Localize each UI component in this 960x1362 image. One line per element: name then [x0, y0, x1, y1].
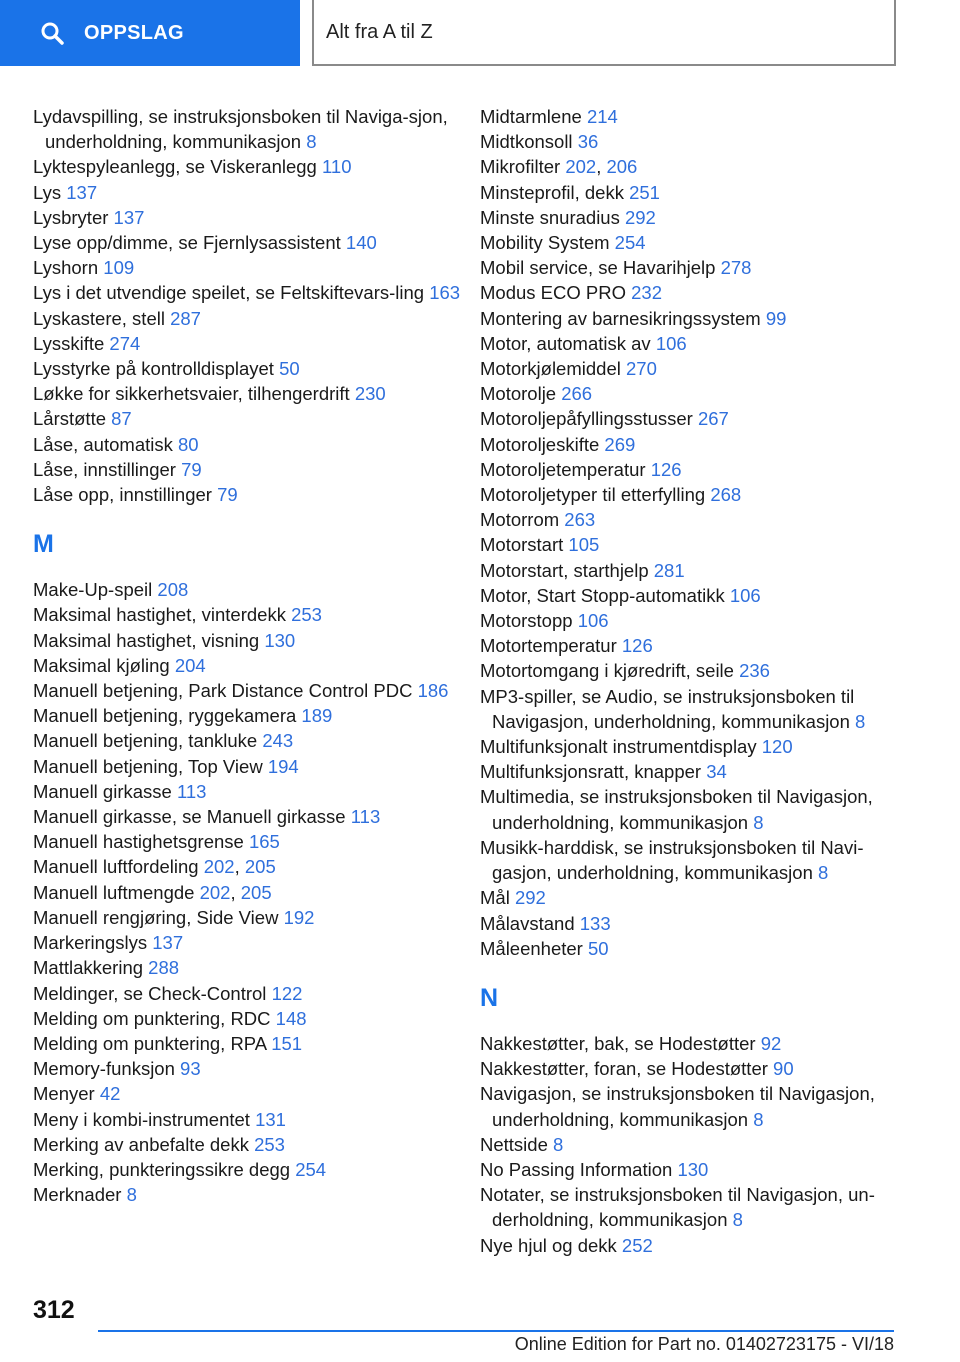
- index-entry: [33, 331, 463, 356]
- index-entry: [480, 180, 900, 205]
- entry-text: MP3-spiller, se Audio, se instruksjonsboken til Navigasjon, underholdning, kommunikasjon: [480, 685, 855, 732]
- index-entry: [33, 1081, 463, 1106]
- page-link[interactable]: 269: [604, 433, 636, 455]
- index-entry: [33, 457, 463, 482]
- page-link[interactable]: 126: [621, 635, 653, 657]
- page-link[interactable]: 202: [199, 881, 231, 903]
- page-link[interactable]: 137: [152, 932, 184, 954]
- index-entry: [33, 754, 463, 779]
- index-entry: [480, 633, 900, 658]
- page-link[interactable]: 292: [514, 887, 546, 909]
- entry-text: Make-Up-speil: [33, 579, 153, 601]
- entry-text: Mikrofilter: [480, 156, 561, 178]
- index-entry: [480, 558, 900, 583]
- entry-text: Nakkestøtter, foran, se Hodestøtter: [480, 1058, 768, 1080]
- page-link[interactable]: 186: [417, 680, 449, 702]
- index-entry: [33, 728, 463, 753]
- page-link[interactable]: 50: [587, 937, 609, 959]
- index-entry: Mikrofilter 202, 206: [480, 156, 638, 178]
- index-entry: [480, 1182, 900, 1232]
- page-link[interactable]: 122: [271, 982, 303, 1004]
- page-link[interactable]: 90: [773, 1058, 794, 1080]
- page-link[interactable]: 208: [157, 579, 189, 601]
- index-entry: [33, 653, 463, 678]
- page-link[interactable]: 137: [113, 206, 145, 228]
- index-entry: [33, 829, 463, 854]
- entry-text: Lyse opp/dimme, se Fjernlysassistent: [33, 232, 341, 254]
- page-link[interactable]: 194: [267, 755, 299, 777]
- entry-text: Manuell girkasse, se Manuell girkasse: [33, 806, 346, 828]
- page-link[interactable]: 8: [818, 862, 829, 884]
- entry-text: Motor, automatisk av: [480, 332, 651, 354]
- index-entry: [480, 936, 900, 961]
- entry-text: Midtarmlene: [480, 106, 582, 127]
- page-link[interactable]: 110: [322, 156, 352, 178]
- page-link[interactable]: 267: [697, 408, 729, 430]
- page-link[interactable]: 202: [203, 856, 235, 878]
- index-entry: Manuell luftfordeling 202, 205: [33, 856, 276, 878]
- entry-text: Motoroljepåfyllingsstusser: [480, 408, 693, 430]
- entry-text: Montering av barnesikringssystem: [480, 307, 761, 329]
- index-entry: [33, 381, 463, 406]
- index-entry: Manuell luftmengde 202, 205: [33, 881, 272, 903]
- page-link[interactable]: 50: [279, 358, 300, 380]
- index-entry: [480, 230, 900, 255]
- index-entry: [33, 356, 463, 381]
- page-link[interactable]: 133: [579, 912, 611, 934]
- index-entry: [480, 835, 900, 885]
- page-link[interactable]: 8: [553, 1133, 564, 1155]
- index-column-left: [33, 104, 463, 1207]
- index-entry: [33, 779, 463, 804]
- entry-text: Maksimal kjøling: [33, 654, 170, 676]
- page-link[interactable]: 263: [564, 509, 596, 531]
- entry-text: Manuell rengjøring, Side View: [33, 906, 279, 928]
- entry-text: Manuell betjening, tankluke: [33, 730, 258, 752]
- entry-text: Multifunksjonalt instrumentdisplay: [480, 736, 757, 758]
- page-link[interactable]: 253: [291, 604, 322, 626]
- page-link[interactable]: 202: [565, 156, 597, 178]
- entry-text: Nye hjul og dekk: [480, 1234, 617, 1256]
- index-entry: [33, 1006, 463, 1031]
- index-entry: [33, 205, 463, 230]
- entry-text: Motoroljetyper til etterfylling: [480, 484, 706, 506]
- page-link[interactable]: 206: [606, 156, 638, 178]
- entry-text: Motorolje: [480, 383, 557, 405]
- page-link[interactable]: 287: [170, 307, 201, 329]
- page-link[interactable]: 254: [295, 1158, 327, 1180]
- section-title: [312, 0, 896, 66]
- page-link[interactable]: 8: [753, 811, 764, 833]
- entry-text: Motorrom: [480, 509, 560, 531]
- page-link[interactable]: 189: [301, 705, 333, 727]
- page-link[interactable]: 34: [706, 761, 727, 783]
- entry-text: Manuell luftmengde: [33, 881, 195, 903]
- page-link[interactable]: 232: [631, 282, 663, 304]
- index-entry: [480, 507, 900, 532]
- index-entry: [480, 432, 900, 457]
- index-entry: [480, 583, 900, 608]
- entry-text: Menyer: [33, 1083, 95, 1105]
- page-link[interactable]: 243: [262, 730, 294, 752]
- page-link[interactable]: 99: [765, 307, 787, 329]
- page-link[interactable]: 106: [577, 610, 609, 632]
- entry-text: Manuell hastighetsgrense: [33, 831, 244, 853]
- index-entry: [480, 129, 900, 154]
- entry-text: Lysstyrke på kontrolldisplayet: [33, 358, 274, 380]
- entry-text: Maksimal hastighet, visning: [33, 629, 260, 651]
- entry-text: Multifunksjonsratt, knapper: [480, 761, 702, 783]
- page-link[interactable]: 113: [176, 780, 207, 802]
- entry-text: No Passing Information: [480, 1158, 673, 1180]
- page-link[interactable]: 93: [180, 1058, 201, 1080]
- page-link[interactable]: 106: [729, 584, 761, 606]
- page-link[interactable]: 130: [677, 1158, 709, 1180]
- entry-text: Midtkonsoll: [480, 131, 573, 153]
- entry-text: Lys: [33, 181, 62, 203]
- entry-text: Melding om punktering, RPA: [33, 1032, 267, 1054]
- entry-text: Motorstart: [480, 534, 564, 556]
- index-entry: [480, 1081, 900, 1131]
- entry-text: Motorstopp: [480, 610, 573, 632]
- page-link[interactable]: 214: [586, 106, 618, 127]
- entry-text: Motorkjølemiddel: [480, 358, 621, 380]
- index-entry: [480, 1056, 900, 1081]
- index-entry: [33, 577, 463, 602]
- entry-text: Melding om punktering, RDC: [33, 1007, 271, 1029]
- index-entry: [480, 205, 900, 230]
- footer-divider: [98, 1330, 894, 1332]
- index-column-right: [480, 104, 900, 1258]
- index-entry: [480, 911, 900, 936]
- index-entry: [33, 981, 463, 1006]
- index-entry: [33, 703, 463, 728]
- tab-label: OPPSLAG: [84, 21, 184, 44]
- index-entry: [33, 602, 463, 627]
- index-entry: [33, 1182, 463, 1207]
- entry-text: Motoroljeskifte: [480, 433, 600, 455]
- header: [0, 0, 960, 66]
- entry-text: Motoroljetemperatur: [480, 458, 646, 480]
- index-entry: [33, 230, 463, 255]
- page-link[interactable]: 36: [577, 131, 599, 153]
- entry-text: Mattlakkering: [33, 957, 144, 979]
- index-entry: [33, 1107, 463, 1132]
- entry-text: Meny i kombi-instrumentet: [33, 1108, 250, 1130]
- entry-text: Lys i det utvendige speilet, se Feltskiftevars-ling: [33, 282, 425, 304]
- entry-text: Markeringslys: [33, 932, 148, 954]
- section-letter: N: [480, 983, 499, 1012]
- index-entry: [33, 1031, 463, 1056]
- entry-text: Manuell betjening, ryggekamera: [33, 705, 297, 727]
- index-entry: [33, 905, 463, 930]
- entry-text: Motortomgang i kjøredrift, seile: [480, 660, 734, 682]
- index-entry: [480, 734, 900, 759]
- index-entry: [33, 432, 463, 457]
- page-link[interactable]: 274: [109, 332, 141, 354]
- index-entry: [480, 684, 900, 734]
- entry-text: Manuell girkasse: [33, 780, 172, 802]
- page-link[interactable]: 288: [148, 957, 180, 979]
- index-entry: [33, 306, 463, 331]
- entry-text: Lydavspilling, se instruksjonsboken til Naviga-sjon, underholdning, kommunikasjon: [33, 106, 448, 153]
- index-entry: [33, 804, 463, 829]
- page-link[interactable]: 109: [103, 257, 135, 279]
- entry-text: Lyskastere, stell: [33, 307, 165, 329]
- page-link[interactable]: 8: [855, 710, 866, 732]
- page-link[interactable]: 252: [621, 1234, 653, 1256]
- page-link[interactable]: 254: [614, 232, 646, 254]
- entry-text: Mobil service, se Havarihjelp: [480, 257, 716, 279]
- page-link[interactable]: 151: [271, 1032, 303, 1054]
- page-link[interactable]: 106: [655, 332, 687, 354]
- entry-text: Lysbryter: [33, 206, 109, 228]
- tab-oppslag[interactable]: [0, 0, 300, 66]
- entry-text: Manuell betjening, Park Distance Control PDC: [33, 680, 413, 702]
- entry-text: Nettside: [480, 1133, 548, 1155]
- entry-text: Modus ECO PRO: [480, 282, 626, 304]
- page-link[interactable]: 205: [240, 881, 272, 903]
- page-link[interactable]: 8: [732, 1209, 743, 1231]
- page-link[interactable]: 8: [126, 1184, 137, 1206]
- page-link[interactable]: 131: [255, 1108, 286, 1130]
- page-link[interactable]: 130: [264, 629, 296, 651]
- page-link[interactable]: 165: [248, 831, 280, 853]
- search-icon: [40, 21, 64, 45]
- page-link[interactable]: 163: [429, 282, 461, 304]
- index-entry: [480, 306, 900, 331]
- entry-text: Motortemperatur: [480, 635, 617, 657]
- entry-text: Lyktespyleanlegg, se Viskeranlegg: [33, 156, 317, 178]
- page-link[interactable]: 113: [350, 806, 381, 828]
- section-title-text: Alt fra A til Z: [326, 20, 433, 43]
- page-link[interactable]: 137: [66, 181, 98, 203]
- index-entry: [480, 1132, 900, 1157]
- entry-text: Låse, innstillinger: [33, 458, 176, 480]
- entry-text: Låse, automatisk: [33, 433, 173, 455]
- index-entry: [480, 1031, 900, 1056]
- index-entry: [33, 255, 463, 280]
- entry-text: Meldinger, se Check-Control: [33, 982, 267, 1004]
- index-entry: [33, 280, 463, 305]
- entry-text: Merking av anbefalte dekk: [33, 1133, 249, 1155]
- entry-text: Maksimal hastighet, vinterdekk: [33, 604, 286, 626]
- page-link[interactable]: 8: [306, 131, 317, 153]
- entry-text: Mål: [480, 887, 510, 909]
- entry-text: Minste snuradius: [480, 206, 620, 228]
- page-link[interactable]: 92: [760, 1032, 782, 1054]
- index-entry: [480, 608, 900, 633]
- entry-text: Merknader: [33, 1184, 122, 1206]
- page-link[interactable]: 270: [626, 358, 657, 380]
- index-entry: [480, 331, 900, 356]
- index-entry: [33, 406, 463, 431]
- index-entry: [480, 381, 900, 406]
- index-entry: [33, 180, 463, 205]
- page-link[interactable]: 87: [111, 408, 132, 430]
- index-entry: [33, 678, 463, 703]
- page-link[interactable]: 120: [761, 736, 793, 758]
- page-link[interactable]: 79: [181, 458, 202, 480]
- index-entry: [480, 406, 900, 431]
- entry-text: Minsteprofil, dekk: [480, 181, 624, 203]
- page-link[interactable]: 126: [650, 458, 682, 480]
- page-link[interactable]: 292: [624, 206, 656, 228]
- index-entry: [33, 628, 463, 653]
- entry-text: Navigasjon, se instruksjonsboken til Navigasjon, underholdning, kommunikasjon: [480, 1083, 875, 1130]
- index-entry: [480, 532, 900, 557]
- page-link[interactable]: 205: [244, 856, 276, 878]
- index-entry: [480, 104, 900, 129]
- index-entry: [33, 930, 463, 955]
- index-entry: [33, 154, 463, 179]
- entry-text: Låse opp, innstillinger: [33, 484, 212, 506]
- entry-text: Motor, Start Stopp-automatikk: [480, 584, 725, 606]
- page-link[interactable]: 236: [739, 660, 770, 682]
- index-entry: [480, 482, 900, 507]
- index-entry: [480, 885, 900, 910]
- page-link[interactable]: 253: [254, 1133, 285, 1155]
- index-entry: [33, 955, 463, 980]
- index-entry: [480, 658, 900, 683]
- index-entry: [480, 784, 900, 834]
- index-entry: [480, 759, 900, 784]
- page-link[interactable]: 266: [561, 383, 593, 405]
- page-link[interactable]: 148: [275, 1007, 307, 1029]
- page-link[interactable]: 278: [720, 257, 752, 279]
- entry-text: Notater, se instruksjonsboken til Navigasjon, un-derholdning, kommunikasjon: [480, 1184, 875, 1231]
- index-entry: [480, 1233, 900, 1258]
- entry-text: Musikk-harddisk, se instruksjonsboken til Navi-gasjon, underholdning, kommunikasjon: [480, 836, 864, 884]
- index-entry: [480, 255, 900, 280]
- entry-text: Lårstøtte: [33, 408, 106, 430]
- section-letter: M: [33, 530, 54, 559]
- index-entry: [480, 457, 900, 482]
- page-link[interactable]: 251: [629, 181, 660, 203]
- index-entry: [33, 1132, 463, 1157]
- index-entry: [33, 482, 463, 507]
- entry-text: Multimedia, se instruksjonsboken til Navigasjon, underholdning, kommunikasjon: [480, 786, 873, 833]
- entry-text: Merking, punkteringssikre degg: [33, 1158, 291, 1180]
- page-link[interactable]: 268: [710, 484, 742, 506]
- entry-text: Motorstart, starthjelp: [480, 559, 649, 581]
- entry-text: Måleenheter: [480, 937, 583, 959]
- page-link[interactable]: 105: [568, 534, 600, 556]
- page-link[interactable]: 80: [178, 433, 199, 455]
- entry-text: Manuell betjening, Top View: [33, 755, 263, 777]
- page-number: 312: [33, 1296, 75, 1324]
- entry-text: Lysskifte: [33, 332, 105, 354]
- page-link[interactable]: 192: [283, 906, 315, 928]
- page-link[interactable]: 281: [653, 559, 685, 581]
- index-entry: [480, 280, 900, 305]
- index-entry: [480, 356, 900, 381]
- index-entry: [33, 1056, 463, 1081]
- entry-text: Lyshorn: [33, 257, 99, 279]
- page-link[interactable]: 140: [345, 232, 377, 254]
- entry-text: Mobility System: [480, 232, 610, 254]
- index-entry: [33, 104, 463, 154]
- page-link[interactable]: 42: [99, 1083, 121, 1105]
- entry-text: Nakkestøtter, bak, se Hodestøtter: [480, 1032, 756, 1054]
- edition-note: Online Edition for Part no. 01402723175 - VI/18: [514, 1334, 894, 1354]
- entry-text: Memory-funksjon: [33, 1058, 175, 1080]
- page-link[interactable]: 79: [217, 484, 238, 506]
- page-link[interactable]: 204: [174, 654, 206, 676]
- page-link[interactable]: 8: [753, 1108, 764, 1130]
- entry-text: Løkke for sikkerhetsvaier, tilhengerdrift: [33, 383, 350, 405]
- page-link[interactable]: 230: [354, 383, 386, 405]
- entry-text: Målavstand: [480, 912, 575, 934]
- index-entry: [33, 1157, 463, 1182]
- index-entry: [480, 1157, 900, 1182]
- entry-text: Manuell luftfordeling: [33, 856, 199, 878]
